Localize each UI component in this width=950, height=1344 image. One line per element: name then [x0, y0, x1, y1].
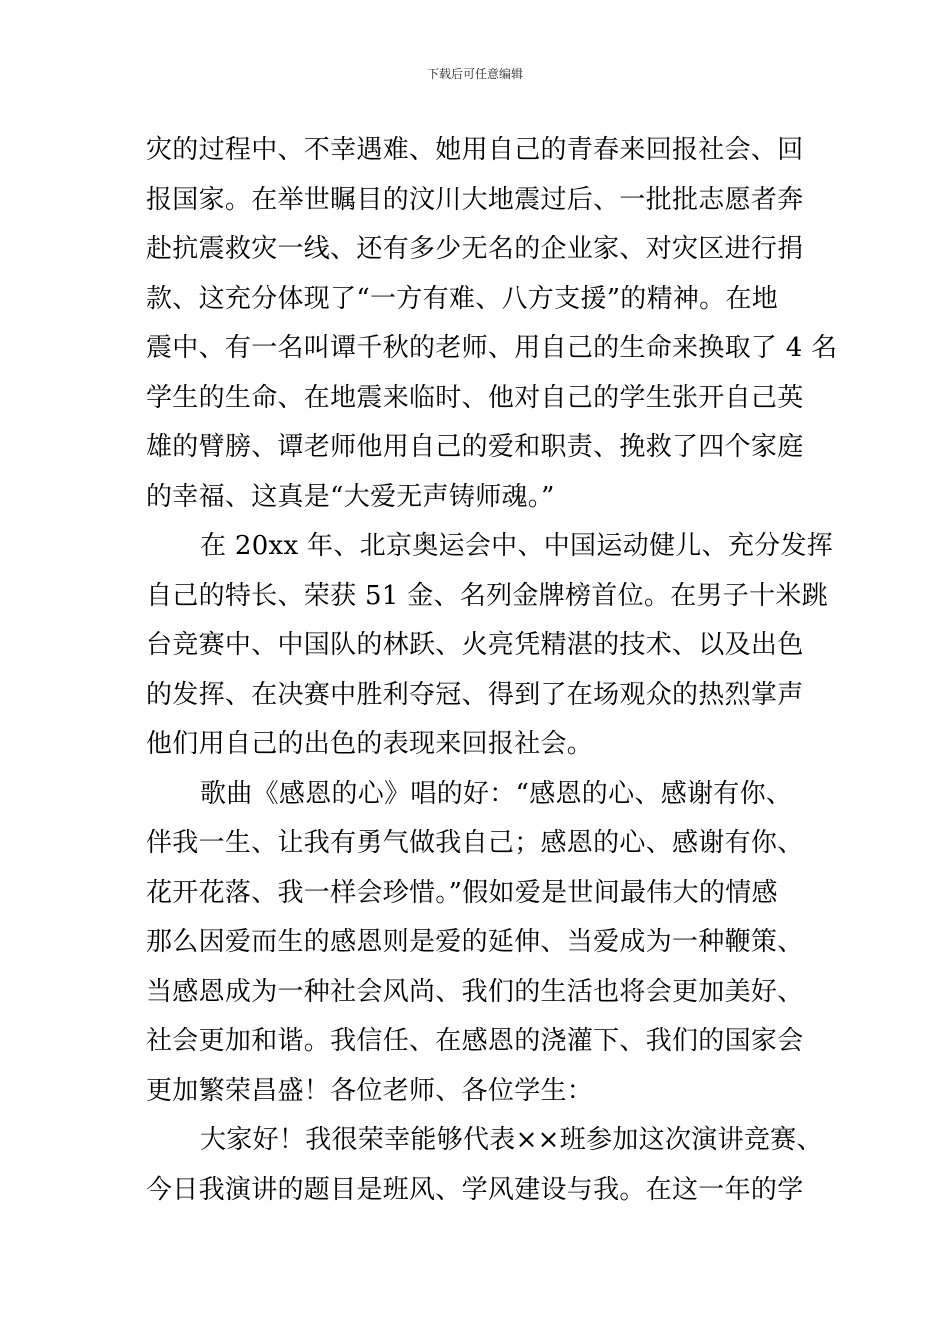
paragraph-first-line: 在 20xx 年、北京奥运会中、中国运动健儿、充分发挥	[200, 531, 834, 561]
text-line: 款、这充分体现了“一方有难、八方支援”的精神。在地	[146, 283, 779, 314]
text-line: 更加繁荣昌盛！各位老师、各位学生：	[146, 1075, 594, 1106]
text-line: 当感恩成为一种社会风尚、我们的生活也将会更加美好、	[146, 976, 804, 1007]
text-line: 雄的臂膀、谭老师他用自己的爱和职责、挽救了四个家庭	[146, 432, 804, 462]
text-line: 赴抗震救灾一线、还有多少无名的企业家、对灾区进行捐	[146, 234, 804, 264]
text-line: 那么因爱而生的感恩则是爱的延伸、当爱成为一种鞭策、	[146, 927, 804, 957]
paragraph-first-line: 大家好！我很荣幸能够代表××班参加这次演讲竞赛、	[200, 1125, 823, 1155]
text-line: 自己的特长、荣获 51 金、名列金牌榜首位。在男子十米跳	[146, 580, 829, 611]
text-line: 学生的生命、在地震来临时、他对自己的学生张开自己英	[146, 382, 804, 413]
text-line: 报国家。在举世瞩目的汶川大地震过后、一批批志愿者奔	[146, 184, 804, 215]
text-line: 花开花落、我一样会珍惜。”假如爱是世间最伟大的情感	[146, 877, 778, 908]
text-line: 震中、有一名叫谭千秋的老师、用自己的生命来换取了 4 名	[146, 333, 838, 363]
text-line: 的发挥、在决赛中胜利夺冠、得到了在场观众的热烈掌声	[146, 679, 804, 710]
document-body	[146, 126, 836, 1215]
text-line: 灾的过程中、不幸遇难、她用自己的青春来回报社会、回	[146, 135, 804, 165]
text-line: 台竞赛中、中国队的林跃、火亮凭精湛的技术、以及出色	[146, 630, 804, 660]
paragraph-first-line: 歌曲《感恩的心》唱的好：“感恩的心、感谢有你、	[200, 778, 793, 809]
page-header: 下载后可任意编辑	[426, 67, 523, 81]
text-line: 今日我演讲的题目是班风、学风建设与我。在这一年的学	[146, 1174, 804, 1205]
text-line: 他们用自己的出色的表现来回报社会。	[146, 729, 594, 759]
text-line: 的幸福、这真是“大爱无声铸师魂。”	[146, 481, 555, 512]
text-line: 社会更加和谐。我信任、在感恩的浇灌下、我们的国家会	[146, 1026, 804, 1056]
text-line: 伴我一生、让我有勇气做我自己；感恩的心、感谢有你、	[146, 828, 804, 858]
